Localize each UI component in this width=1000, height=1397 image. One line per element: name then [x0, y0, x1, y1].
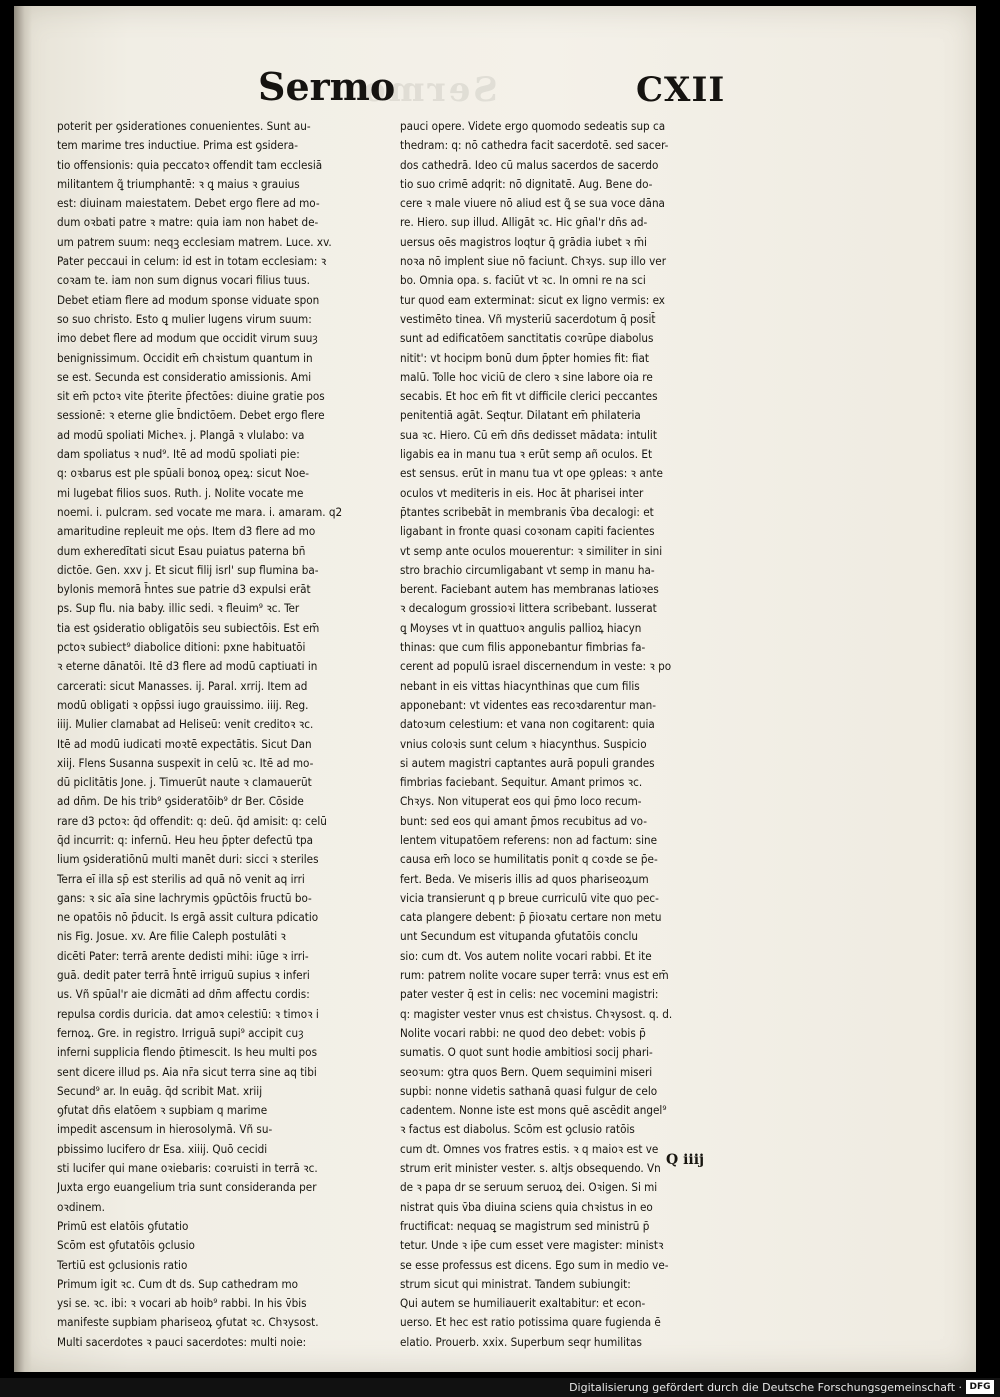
text-line: pctoꝛ subiect⁹ diabolice ditioni: pxne habituatōi	[57, 640, 306, 655]
text-line: pater vester q̄ est in celis: nec vocemini magistri:	[400, 987, 659, 1002]
text-line: dicēti Pater: terrā arente dedisti mihi: iūge ꝛ irri-	[57, 948, 309, 963]
text-line: Terra eī illa sp̄ est sterilis ad quā nō venit aq irri	[57, 871, 305, 886]
text-line: dū piclitātis Jone. j. Timuerūt naute ꝛ clamauerūt	[57, 775, 312, 790]
text-line: imo debet flere ad modum que occidit virum suuȝ	[57, 331, 318, 346]
text-line: strum erit minister vester. s. altjs obsequendo. Vn	[400, 1161, 661, 1176]
text-line: apponebant: vt videntes eas recoꝛdarentur man-	[400, 697, 657, 712]
text-line: stro brachio circumligabant vt semp in manu ha-	[400, 562, 655, 577]
text-line: cadentem. Nonne iste est mons quē ascēdit angel⁹	[400, 1103, 667, 1118]
text-line: um patrem suum: neqꝫ ecclesiam matrem. Luce. xv.	[57, 234, 332, 249]
text-line: sunt ad edificatōem sanctitatis coꝛrūpe diabolus	[400, 331, 654, 346]
text-line: Qui autem se humiliauerit exaltabitur: et econ-	[400, 1296, 646, 1311]
text-line: ad dn̄m. De his trib⁹ ꝯsideratōib⁹ dr Ber. Cōside	[57, 794, 304, 809]
text-line: Tertiū est ꝯclusionis ratio	[57, 1257, 188, 1272]
text-line: se est. Secunda est consideratio amissionis. Ami	[57, 369, 312, 384]
text-line: dos cathedrā. Ideo cū malus sacerdos de sacerdo	[400, 157, 659, 172]
text-line: ysi se. ꝛc. ibi: ꝛ vocari ab hoib⁹ rabbi. In his v̄bis	[57, 1296, 307, 1311]
text-line: q: magister vester vnus est chꝛistus. Chꝛysost. q. d.	[400, 1006, 673, 1021]
text-line: Pater peccaui in celum: id est in totam ecclesiam: ꝛ	[57, 254, 327, 269]
text-line: sent dicere illud ps. Aia nr̄a sicut terra sine aq tibi	[57, 1064, 317, 1079]
text-line: tur quod eam exterminat: sicut ex ligno vermis: ex	[400, 292, 665, 307]
text-line: si autem magistri captantes aurā populi grandes	[400, 755, 655, 770]
text-line: ꝗ Moyses vt in quattuoꝛ angulis pallioꝝ hiacyn	[400, 620, 642, 635]
text-line: thedram: q: nō cathedra facit sacerdotē. sed sacer-	[400, 138, 669, 153]
text-line: oculos vt mediteris in eis. Hoc āt pharisei inter	[400, 485, 644, 500]
text-line: fernoꝝ. Gre. in registro. Irriguā supi⁹ accipit cuȝ	[57, 1025, 304, 1040]
text-line: dum exheredītati sicut Esau puiatus paterna bn̄	[57, 543, 306, 558]
running-head: Sermo	[258, 64, 396, 109]
text-line: militantem ꝗ̃ triumphantē: ꝛ ꝗ maius ꝛ grauius	[57, 176, 300, 191]
text-line: uerso. Et hec est ratio potissima quare fugienda ē	[400, 1315, 661, 1330]
text-line: dictōe. Gen. xxv j. Et sicut filij isrl' sup flumina ba-	[57, 562, 319, 577]
text-line: ꝛ factus est diabolus. Scōm est ꝯclusio ratōis	[400, 1122, 635, 1137]
text-line: sessionē: ꝛ eterne glie b̄ndictōem. Debet ergo flere	[57, 408, 325, 423]
text-line: re. Hiero. sup illud. Alligāt ꝛc. Hic gn̄al'r dn̄s ad-	[400, 215, 648, 230]
text-line: Juxta ergo euangelium tria sunt consideranda per	[57, 1180, 317, 1195]
text-line: est: diuinam maiestatem. Debet ergo flere ad mo-	[57, 196, 320, 211]
text-line: Multi sacerdotes ꝛ pauci sacerdotes: multi noie:	[57, 1334, 307, 1349]
left-text-column	[57, 117, 391, 1352]
text-line: lentem vitupatōem referens: non ad factum: sine	[400, 832, 658, 847]
text-line: tia est ꝯsideratio obligatōis seu subiectōis. Est em̄	[57, 620, 320, 635]
text-line: seoꝛum: ꝯtra quos Bern. Quem sequimini miseri	[400, 1064, 653, 1079]
text-line: tem marime tres inductiue. Prima est ꝯsidera-	[57, 138, 299, 153]
text-line: ligabis ea in manu tua ꝛ erūt semp añ oculos. Et	[400, 447, 653, 462]
text-line: pbissimo lucifero dr Esa. xiiij. Quō cecidi	[57, 1141, 268, 1156]
text-line: p̄tantes scribebāt in membranis v̄ba decalogi: et	[400, 504, 654, 519]
text-line: oꝛdinem.	[57, 1199, 105, 1214]
text-line: q: oꝛbarus est ple spūali bonoꝝ opeꝝ: sicut Noe-	[57, 466, 310, 481]
text-line: guā. dedit pater terrā h̄ntē irriguū supius ꝛ inferi	[57, 968, 310, 983]
text-line: cata plangere debent: p̄ p̄ioꝛatu certare non metu	[400, 910, 662, 925]
text-line: Itē ad modū iudicati moꝛtē expectātis. Sicut Dan	[57, 736, 312, 751]
text-line: cerent ad populū israel discernendum in veste: ꝛ po	[400, 659, 672, 674]
text-line: strum sicut qui ministrat. Tandem subiungit:	[400, 1276, 631, 1291]
text-line: tio suo crimē adqrit: nō dignitatē. Aug. Bene do-	[400, 176, 653, 191]
text-line: nitit': vt hocipm bonū dum p̄pter homies fit: fiat	[400, 350, 649, 365]
text-line: tetur. Unde ꝛ ip̄e cum esset vere magister: ministꝛ	[400, 1238, 664, 1253]
gutter-shadow	[14, 6, 32, 1372]
text-line: so suo christo. Esto ꝗ mulier lugens virum suum:	[57, 311, 312, 326]
text-line: ne opatōis nō p̄ducit. Is ergā assit cultura pdicatio	[57, 910, 319, 925]
text-line: noemi. i. pulcram. sed vocate me mara. i. amaram. q2	[57, 504, 343, 519]
text-line: cum dt. Omnes vos fratres estis. ꝛ q maioꝛ est ve	[400, 1141, 659, 1156]
text-line: secabis. Et hoc em̄ fit vt difficile clerici peccantes	[400, 389, 658, 404]
text-line: rare d3 pctoꝛ: q̄d offendit: q: deū. q̄d amisit: q: celū	[57, 813, 327, 828]
text-line: us. Vñ spūal'r aie dicmāti ad dn̄m affectu cordis:	[57, 987, 310, 1002]
text-line: inferni supplicia flendo p̄timescit. Is heu multi pos	[57, 1045, 317, 1060]
text-line: Nolite vocari rabbi: ne quod deo debet: vobis p̄	[400, 1025, 646, 1040]
text-line: causa em̄ loco se humilitatis ponit q coꝛde se p̄e-	[400, 852, 658, 867]
text-line: pauci opere. Videte ergo quomodo sedeatis sup ca	[400, 119, 666, 133]
text-line: q̄d incurrit: q: infernū. Heu heu p̄pter defectū tpa	[57, 832, 314, 847]
text-line: sua ꝛc. Hiero. Cū em̄ dn̄s dedisset mādata: intulit	[400, 427, 657, 442]
text-line: nistrat quis v̄ba diuina sciens quia chꝛistus in eo	[400, 1199, 653, 1214]
text-line: Primū est elatōis ꝯfutatio	[57, 1218, 189, 1233]
text-line: bo. Omnia opa. s. faciūt vt ꝛc. In omni re na sci	[400, 273, 646, 288]
text-line: benignissimum. Occidit em̄ chꝛistum quantum in	[57, 350, 313, 365]
text-line: ꝛ decalogum grossioꝛi littera scribebant. Iusserat	[400, 601, 657, 616]
text-line: dum oꝛbati patre ꝛ matre: quia iam non habet de-	[57, 215, 319, 230]
text-line: Secund⁹ ar. In euāg. q̄d scribit Mat. xriij	[57, 1083, 263, 1098]
text-line: manifeste supbiam phariseoꝝ ꝯfutat ꝛc. Chꝛysost.	[57, 1315, 319, 1330]
text-line: penitentiā agāt. Seqtur. Dilatant em̄ philateria	[400, 408, 641, 423]
text-line: nis Fig. Josue. xv. Are filie Caleph postulāti ꝛ	[57, 929, 286, 944]
text-line: coꝛam te. iam non sum dignus vocari filius tuus.	[57, 273, 310, 288]
text-line: poterit per ꝯsiderationes conuenientes. Sunt au-	[57, 119, 311, 133]
text-line: ꝛ eterne dānatōi. Itē d3 flere ad modū captiuati in	[57, 659, 318, 674]
text-line: ligabant in fronte quasi coꝛonam capiti facientes	[400, 524, 655, 539]
text-line: datoꝛum celestium: et vana non cogitarent: quia	[400, 717, 655, 732]
folio-number: CXII	[636, 70, 726, 110]
text-line: vt semp ante oculos mouerentur: ꝛ similiter in sini	[400, 543, 663, 558]
text-line: sumatis. O quot sunt hodie ambitiosi socij phari-	[400, 1045, 653, 1060]
text-line: sio: cum dt. Vos autem nolite vocari rabbi. Et ite	[400, 948, 652, 963]
text-line: fructificat: nequaꝗ se magistrum sed ministrū p̄	[400, 1218, 650, 1233]
text-line: rum: patrem nolite vocare super terrā: vnus est em̄	[400, 968, 669, 983]
text-line: sit em̄ pctoꝛ vite p̄terite p̄fectōes: diuine gratie pos	[57, 389, 325, 404]
text-line: est sensus. erūt in manu tua vt ope ꝯpleas: ꝛ ante	[400, 466, 663, 481]
text-line: modū obligati ꝛ opp̄ssi iugo grauissimo. iiij. Reg.	[57, 697, 309, 712]
text-line: malū. Tolle hoc viciū de clero ꝛ sine labore oia re	[400, 369, 653, 384]
text-line: iiij. Mulier clamabat ad Heliseū: venit creditoꝛ ꝛc.	[57, 717, 314, 732]
text-line: impedit ascensum in hierosolymā. Vñ su-	[57, 1122, 273, 1137]
text-line: cere ꝛ male viuere nō aliud est ꝗ̃ se sua voce dāna	[400, 196, 665, 211]
digitization-credit: Digitalisierung gefördert durch die Deutsche Forschungsgemeinschaft ·	[569, 1381, 962, 1394]
text-line: dam spoliatus ꝛ nud⁹. Itē ad modū spoliati pie:	[57, 447, 300, 462]
text-line: ps. Sup flu. nia baby. illic sedi. ꝛ fleuim⁹ ꝛc. Ter	[57, 601, 300, 616]
text-line: lium ꝯsideratiōnū multi manēt duri: sicci ꝛ steriles	[57, 852, 319, 867]
text-line: Scōm est ꝯfutatōis ꝯclusio	[57, 1238, 195, 1253]
text-line: ad modū spoliati Micheꝛ. j. Plangā ꝛ vlulabo: va	[57, 427, 305, 442]
text-line: tio offensionis: quia peccatoꝛ offendit tam ecclesiā	[57, 157, 323, 172]
text-line: ꝯfutat dn̄s elatōem ꝛ supbiam q marime	[57, 1103, 268, 1118]
text-line: bunt: sed eos qui amant p̄mos recubitus ad vo-	[400, 813, 648, 828]
text-line: fimbrias faciebant. Sequitur. Amant primos ꝛc.	[400, 775, 643, 790]
text-line: repulsa cordis duricia. dat amoꝛ celestiū: ꝛ timoꝛ i	[57, 1006, 319, 1021]
text-line: supbi: nonne videtis sathanā quasi fulgur de celo	[400, 1083, 658, 1098]
text-line: vicia transierunt q p breue curriculū vite quo pec-	[400, 890, 659, 905]
text-line: gans: ꝛ sic aīa sine lachrymis ꝯpūctōis fructū bo-	[57, 890, 312, 905]
show-through-text: Sermo	[360, 70, 498, 110]
dfg-logo: DFG	[966, 1380, 994, 1394]
text-line: vnius coloꝛis sunt celum ꝛ hiacynthus. Suspicio	[400, 736, 647, 751]
text-line: amaritudine repleuit me oṗs. Item d3 flere ad mo	[57, 524, 316, 539]
text-line: uersus oēs magistros loqtur q̄ grādia iubet ꝛ m̄i	[400, 234, 647, 249]
text-line: elatio. Prouerb. xxix. Superbum seqr humilitas	[400, 1334, 642, 1349]
text-line: bylonis memorā h̄ntes sue patrie d3 expulsi erāt	[57, 582, 311, 597]
text-line: vestimēto tinea. Vñ mysteriū sacerdotum q̄ posit̄	[400, 311, 656, 326]
text-line: de ꝛ papa dr se seruum seruoꝝ dei. Oꝛigen. Si mi	[400, 1180, 658, 1195]
text-line: berent. Faciebant autem has membranas latioꝛes	[400, 582, 659, 597]
signature-mark: Q iiij	[666, 1152, 705, 1168]
text-line: nebant in eis vittas hiacynthinas que cum filis	[400, 678, 640, 693]
text-line: xiij. Flens Susanna suspexit in celū ꝛc. Itē ad mo-	[57, 755, 314, 770]
text-line: carcerati: sicut Manasses. ij. Paral. xrrij. Item ad	[57, 678, 308, 693]
text-line: sti lucifer qui mane oꝛiebaris: coꝛruisti in terrā ꝛc.	[57, 1161, 318, 1176]
text-line: se esse professus est dicens. Ego sum in medio ve-	[400, 1257, 669, 1272]
text-line: noꝛa nō implent siue nō faciunt. Chꝛys. sup illo ver	[400, 254, 666, 269]
text-line: unt Secundum est vituꝑanda ꝯfutatōis conclu	[400, 929, 638, 944]
text-line: thinas: que cum filis apponebantur fimbrias fa-	[400, 640, 646, 655]
text-line: mi lugebat filios suos. Ruth. j. Nolite vocate me	[57, 485, 304, 500]
text-line: Debet etiam flere ad modum sponse viduate spon	[57, 292, 320, 307]
text-line: fert. Beda. Ve miseris illis ad quos phariseoꝝum	[400, 871, 649, 886]
text-line: Chꝛys. Non vituperat eos qui p̄mo loco recum-	[400, 794, 642, 809]
text-line: Primum igit ꝛc. Cum dt ds. Sup cathedram mo	[57, 1276, 298, 1291]
